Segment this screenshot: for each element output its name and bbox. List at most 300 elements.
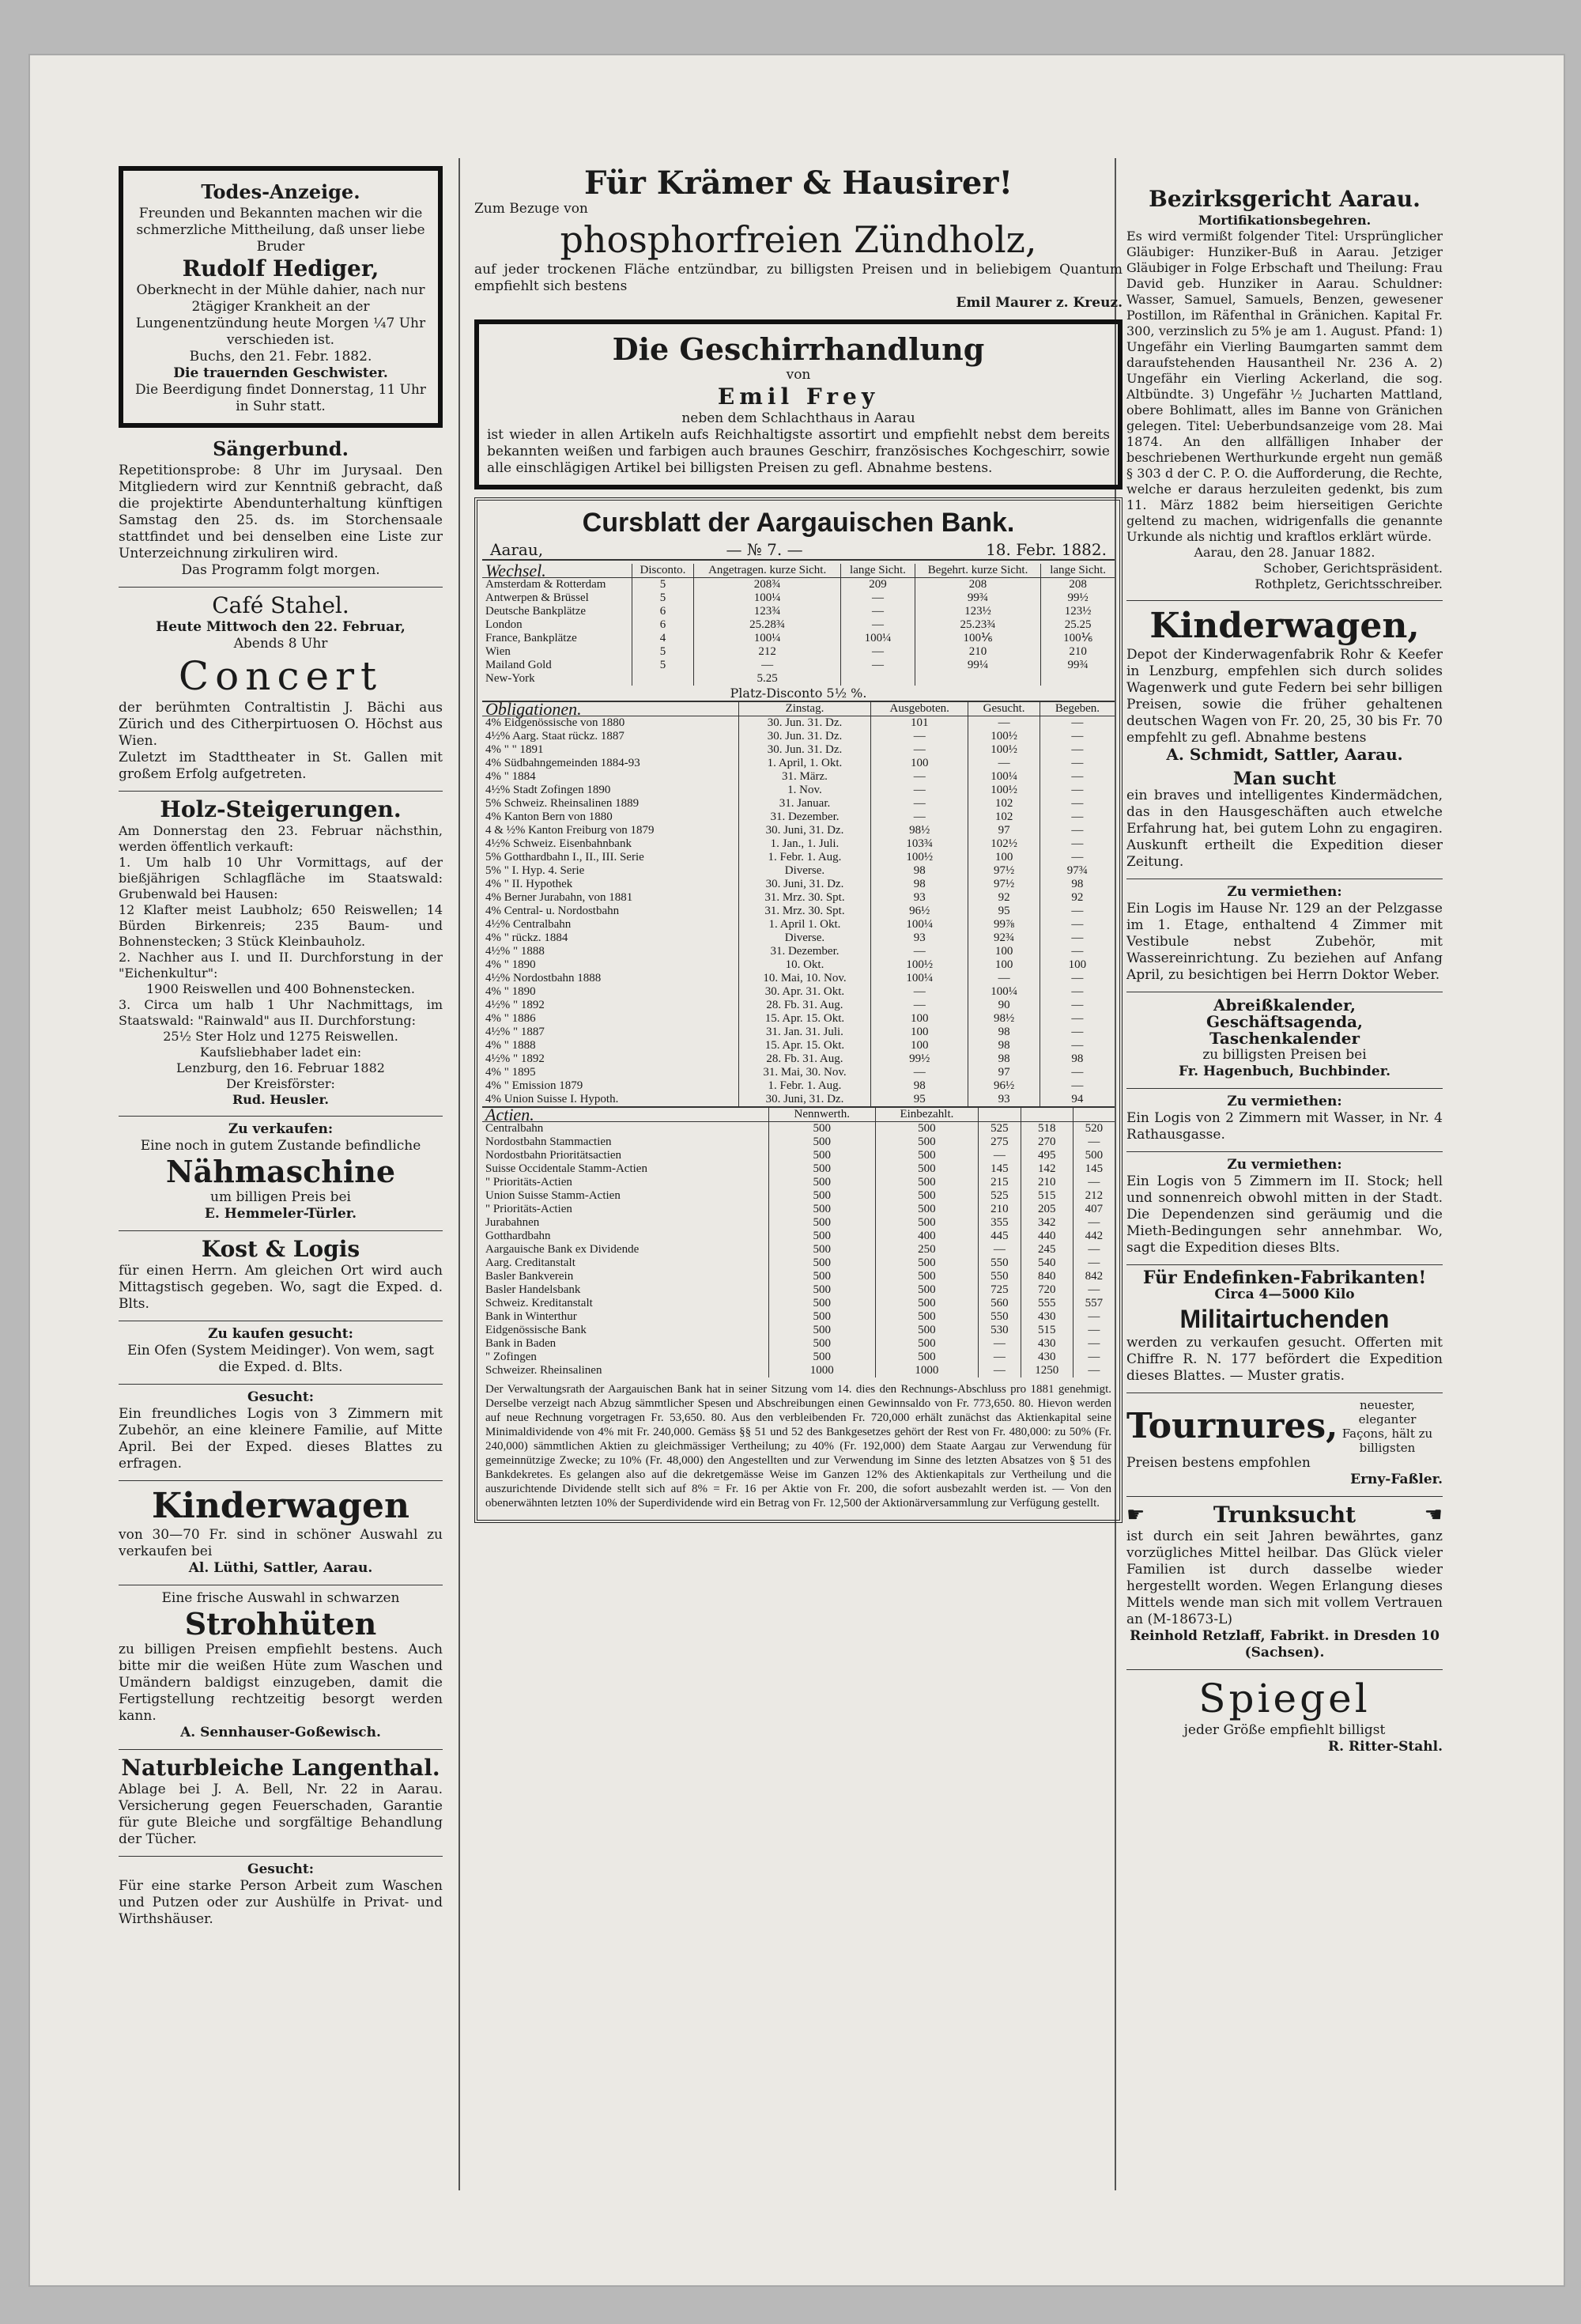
- wechsel-cell: 5: [632, 591, 694, 605]
- actien-cell: 145: [1073, 1162, 1115, 1176]
- obligationen-cell: 102½: [968, 837, 1040, 851]
- actien-cell: Union Suisse Stamm-Actien: [485, 1189, 621, 1202]
- obligationen-cell: Diverse.: [738, 931, 870, 945]
- wechsel-cell: —: [841, 605, 915, 618]
- obligationen-header-cell: Begeben.: [1040, 702, 1115, 716]
- obligationen-row: [482, 958, 1115, 972]
- obligationen-cell: 100¼: [968, 770, 1040, 784]
- wechsel-cell: 210: [915, 645, 1040, 659]
- naturbleiche-big: Naturbleiche Langenthal.: [121, 1755, 440, 1781]
- kost-text: für einen Herrn. Am gleichen Ort wird auch Mittagstisch gegeben. Wo, sagt die Exped. d. Blts.: [119, 1263, 443, 1312]
- vermiethen-1-ad: [1126, 884, 1443, 984]
- obligationen-row: [482, 770, 1115, 784]
- gesucht2-title: Gesucht:: [247, 1861, 315, 1877]
- actien-row: [482, 1256, 1115, 1270]
- strohhuete-ad: [119, 1590, 443, 1741]
- actien-cell: 400: [875, 1230, 979, 1243]
- holz-item-4: Kaufsliebhaber ladet ein:: [199, 1045, 362, 1060]
- obligationen-row: [482, 837, 1115, 851]
- obligationen-cell: 97½: [968, 864, 1040, 878]
- obligationen-cell: 4% " rückz. 1884: [485, 931, 568, 944]
- actien-cell: 500: [768, 1270, 875, 1283]
- actien-cell: 500: [875, 1122, 979, 1136]
- actien-cell: —: [979, 1364, 1021, 1377]
- actien-cell: 430: [1021, 1337, 1073, 1351]
- mann-sucht-ad: [1126, 771, 1443, 871]
- obligationen-cell: 4% Kanton Bern von 1880: [485, 811, 613, 823]
- divider: [1126, 1496, 1443, 1497]
- naehmaschine-ad: [119, 1121, 443, 1222]
- endefinken-text: werden zu verkaufen gesucht. Offerten mit Chiffre R. N. 177 befördert die Expedition dieses Blattes. — Muster gratis.: [1126, 1335, 1443, 1384]
- strohhuete-text: Eine frische Auswahl in schwarzen: [161, 1590, 400, 1606]
- obligationen-cell: 4½% Nordostbahn 1888: [485, 972, 602, 984]
- actien-cell: 342: [1021, 1216, 1073, 1230]
- bezirksgericht-sub: Mortifikationsbegehren.: [1198, 213, 1372, 228]
- actien-cell: 725: [979, 1283, 1021, 1297]
- cafe-concert: Concert: [178, 653, 383, 699]
- wechsel-cell: 100¼: [841, 632, 915, 645]
- holz-item-2b: 1900 Reiswellen und 400 Bohnenstecken.: [146, 981, 415, 996]
- obligationen-cell: 98: [871, 1079, 968, 1093]
- actien-cell: Basler Bankverein: [485, 1270, 574, 1283]
- endefinken-sub: Circa 4—5000 Kilo: [1214, 1287, 1355, 1302]
- wechsel-header-cell: Wechsel.: [482, 564, 632, 578]
- obligationen-row: [482, 918, 1115, 931]
- wechsel-foot: Platz-Disconto 5½ %.: [482, 686, 1115, 702]
- actien-cell: 1250: [1021, 1364, 1073, 1377]
- divider: [119, 791, 443, 792]
- obligationen-cell: 100: [968, 958, 1040, 972]
- obligationen-cell: —: [968, 972, 1040, 985]
- obligationen-row: [482, 945, 1115, 958]
- obligationen-cell: 4 & ½% Kanton Freiburg von 1879: [485, 824, 655, 837]
- wechsel-cell: 100¼: [694, 632, 841, 645]
- obligationen-cell: 1. April, 1. Okt.: [738, 757, 870, 770]
- spiegel-big: Spiegel: [1198, 1676, 1371, 1721]
- obligationen-cell: 98: [968, 1039, 1040, 1052]
- actien-cell: 560: [979, 1297, 1021, 1310]
- actien-cell: —: [1073, 1243, 1115, 1256]
- actien-cell: —: [1073, 1136, 1115, 1149]
- actien-cell: 445: [979, 1230, 1021, 1243]
- obligationen-cell: 102: [968, 811, 1040, 824]
- tournures-sign: Erny-Faßler.: [1350, 1472, 1443, 1487]
- obligationen-cell: 98: [871, 864, 968, 878]
- actien-row: [482, 1270, 1115, 1283]
- obligationen-cell: 97: [968, 1066, 1040, 1079]
- obligationen-cell: —: [1040, 757, 1115, 770]
- obligationen-cell: 94: [1040, 1093, 1115, 1106]
- actien-cell: 500: [768, 1283, 875, 1297]
- obligationen-row: [482, 878, 1115, 891]
- actien-cell: 555: [1021, 1297, 1073, 1310]
- obligationen-cell: 101: [871, 716, 968, 731]
- abreiss-l1: Abreißkalender,: [1213, 996, 1356, 1015]
- obligationen-cell: 28. Fb. 31. Aug.: [738, 999, 870, 1012]
- actien-row: [482, 1297, 1115, 1310]
- wechsel-header-cell: Begehrt. kurze Sicht.: [915, 564, 1040, 578]
- obligationen-cell: 100¼: [871, 918, 968, 931]
- vermiethen-1-text: Ein Logis im Hause Nr. 129 an der Pelzgasse im 1. Etage, enthaltend 4 Zimmer mit Vestibule nebst Zubehör, mit Wassereinrichtung. Zu beziehen auf Anfang April, zu besichtigen bei Herrn Doktor Weber.: [1126, 901, 1443, 983]
- wechsel-cell: 99¼: [915, 659, 1040, 672]
- wechsel-cell: Antwerpen & Brüssel: [485, 591, 589, 604]
- holz-item-1b: 12 Klafter meist Laubholz; 650 Reiswellen; 14 Bürden Birkenreis; 235 Baum- und Bohnenstecken; 3 Stück Kleinbauholz.: [119, 902, 443, 949]
- wechsel-cell: 208: [1041, 578, 1115, 592]
- wechsel-cell: Amsterdam & Rotterdam: [485, 578, 606, 591]
- actien-row: [482, 1230, 1115, 1243]
- obligationen-cell: 95: [968, 905, 1040, 918]
- obligationen-cell: —: [1040, 972, 1115, 985]
- cafe-text: der berühmten Contraltistin J. Bächi aus Zürich und des Citherpirtuosen O. Höchst aus Wien.: [119, 700, 443, 749]
- actien-cell: 525: [979, 1189, 1021, 1203]
- obligationen-cell: —: [871, 797, 968, 811]
- obligationen-cell: 10. Okt.: [738, 958, 870, 972]
- wechsel-row: [482, 659, 1115, 672]
- kaufen-title: Zu kaufen gesucht:: [208, 1326, 353, 1342]
- wechsel-cell: 6: [632, 618, 694, 632]
- actien-cell: Aargauische Bank ex Dividende: [485, 1243, 640, 1256]
- obligationen-cell: 98: [968, 1026, 1040, 1039]
- actien-header-cell: [1021, 1107, 1073, 1122]
- obligationen-cell: 100½: [968, 730, 1040, 743]
- bezirksgericht-ad: [1126, 186, 1443, 592]
- actien-cell: —: [1073, 1256, 1115, 1270]
- actien-cell: 500: [768, 1122, 875, 1136]
- bezirksgericht-place: Aarau, den 28. Januar 1882.: [1194, 545, 1375, 560]
- actien-cell: Nordostbahn Prioritätsactien: [485, 1149, 622, 1162]
- saengerbund-text: Repetitionsprobe: 8 Uhr im Jurysaal. Den Mitgliedern wird zur Kenntniß gebracht, daß die projektirte Abendunterhaltung künftigen Samstag den 25. ds. im Storchensaale stattfindet und bei denselben eine Liste zur Unterzeichnung zirkuliren wird.: [119, 463, 443, 561]
- obligationen-cell: 93: [968, 1093, 1040, 1106]
- divider: [119, 1749, 443, 1750]
- obligationen-header-cell: Ausgeboten.: [871, 702, 968, 716]
- actien-row: [482, 1324, 1115, 1337]
- obligationen-cell: 100: [871, 1026, 968, 1039]
- cursblatt-dateline: [482, 540, 1115, 561]
- actien-row: [482, 1122, 1115, 1136]
- actien-cell: 500: [768, 1216, 875, 1230]
- wechsel-row: [482, 632, 1115, 645]
- obligationen-cell: —: [1040, 905, 1115, 918]
- wechsel-cell: 25.28¾: [694, 618, 841, 632]
- kinderwagen-ad-left: [119, 1486, 443, 1577]
- obligationen-cell: 4½% " 1887: [485, 1026, 545, 1038]
- obligationen-cell: 96½: [968, 1079, 1040, 1093]
- actien-cell: 500: [768, 1243, 875, 1256]
- holz-place: Lenzburg, den 16. Februar 1882: [176, 1060, 385, 1075]
- actien-cell: 205: [1021, 1203, 1073, 1216]
- obligationen-header-cell: Obligationen.: [482, 702, 738, 716]
- obligationen-cell: 31. Mrz. 30. Spt.: [738, 905, 870, 918]
- wechsel-cell: 123¾: [694, 605, 841, 618]
- actien-cell: 520: [1073, 1122, 1115, 1136]
- cafe-time: Abends 8 Uhr: [233, 636, 328, 652]
- actien-cell: Schweizer. Rheinsalinen: [485, 1364, 602, 1377]
- holz-item-1: 1. Um halb 10 Uhr Vormittags, auf der bießjährigen Schlagfläche im Staatswald: Grubenwald bei Hausen:: [119, 855, 443, 901]
- tournures-big: Tournures,: [1126, 1406, 1338, 1446]
- obligationen-cell: —: [1040, 1079, 1115, 1093]
- obligationen-row: [482, 797, 1115, 811]
- obligationen-cell: 98: [1040, 1052, 1115, 1066]
- actien-row: [482, 1337, 1115, 1351]
- wechsel-cell: [1041, 672, 1115, 686]
- obligationen-cell: 28. Fb. 31. Aug.: [738, 1052, 870, 1066]
- actien-cell: Aarg. Creditanstalt: [485, 1256, 575, 1269]
- bezirksgericht-title: Bezirksgericht Aarau.: [1149, 186, 1421, 212]
- wechsel-cell: New-York: [485, 672, 535, 685]
- obligationen-cell: 100: [968, 851, 1040, 864]
- naturbleiche-ad: [119, 1755, 443, 1848]
- naturbleiche-text: Ablage bei J. A. Bell, Nr. 22 in Aarau. Versicherung gegen Feuerschaden, Garantie für gute Bleiche und sorgfältige Behandlung der Tücher.: [119, 1782, 443, 1847]
- actien-cell: 500: [1073, 1149, 1115, 1162]
- actien-cell: 500: [875, 1216, 979, 1230]
- divider: [1126, 1151, 1443, 1152]
- obligationen-cell: —: [1040, 824, 1115, 837]
- wechsel-cell: 25.25: [1041, 618, 1115, 632]
- obligationen-cell: 93: [871, 931, 968, 945]
- obligationen-cell: 4% " 1884: [485, 770, 536, 783]
- actien-cell: Centralbahn: [485, 1122, 544, 1135]
- actien-cell: 250: [875, 1243, 979, 1256]
- actien-cell: Nordostbahn Stammactien: [485, 1136, 612, 1148]
- wechsel-cell: 212: [694, 645, 841, 659]
- actien-cell: —: [1073, 1324, 1115, 1337]
- wechsel-cell: [915, 672, 1040, 686]
- obligationen-cell: —: [871, 730, 968, 743]
- mann-sucht-title: Man sucht: [1232, 769, 1337, 789]
- actien-cell: 1000: [875, 1364, 979, 1377]
- actien-cell: —: [1073, 1364, 1115, 1377]
- obligationen-cell: 97¾: [1040, 864, 1115, 878]
- obligationen-row: [482, 757, 1115, 770]
- wechsel-cell: —: [694, 659, 841, 672]
- saengerbund-ad: [119, 436, 443, 579]
- wechsel-row: [482, 605, 1115, 618]
- obligationen-cell: —: [1040, 797, 1115, 811]
- obligationen-cell: 31. Mai, 30. Nov.: [738, 1066, 870, 1079]
- kinderwagen-big-left: Kinderwagen: [151, 1486, 410, 1526]
- obligationen-cell: —: [968, 757, 1040, 770]
- endefinken-ad: [1126, 1270, 1443, 1385]
- wechsel-cell: London: [485, 618, 523, 631]
- obligationen-cell: 31. Dezember.: [738, 811, 870, 824]
- obligationen-cell: 4½% Stadt Zofingen 1890: [485, 784, 611, 796]
- obligationen-cell: 15. Apr. 15. Okt.: [738, 1039, 870, 1052]
- actien-cell: " Zofingen: [485, 1351, 537, 1363]
- actien-cell: 500: [768, 1189, 875, 1203]
- obligationen-cell: 1. April 1. Okt.: [738, 918, 870, 931]
- obligationen-cell: 4½% " 1888: [485, 945, 545, 958]
- trunksucht-ad: [1126, 1502, 1443, 1661]
- column-left: [119, 166, 443, 1936]
- obligationen-row: [482, 1026, 1115, 1039]
- obligationen-cell: Diverse.: [738, 864, 870, 878]
- obligationen-cell: 1. Nov.: [738, 784, 870, 797]
- obligationen-cell: 100¼: [968, 985, 1040, 999]
- wechsel-cell: [841, 672, 915, 686]
- obligationen-cell: 31. Jan. 31. Juli.: [738, 1026, 870, 1039]
- obligationen-cell: 98: [871, 878, 968, 891]
- geschirr-title: Die Geschirrhandlung: [612, 331, 985, 367]
- obligationen-cell: —: [871, 784, 968, 797]
- actien-cell: 210: [1021, 1176, 1073, 1189]
- wechsel-cell: 5.25: [694, 672, 841, 686]
- obligationen-cell: 1. Febr. 1. Aug.: [738, 851, 870, 864]
- death-notice-sign: Die trauernden Geschwister.: [173, 365, 388, 381]
- gesucht2-ad: [119, 1861, 443, 1928]
- wechsel-row: [482, 591, 1115, 605]
- obligationen-cell: 5% " I. Hyp. 4. Serie: [485, 864, 585, 877]
- vermiethen-1-title: Zu vermiethen:: [1227, 884, 1342, 900]
- actien-cell: —: [979, 1149, 1021, 1162]
- actien-row: [482, 1162, 1115, 1176]
- wechsel-cell: Deutsche Bankplätze: [485, 605, 587, 618]
- obligationen-cell: —: [871, 999, 968, 1012]
- actien-cell: 270: [1021, 1136, 1073, 1149]
- actien-cell: 540: [1021, 1256, 1073, 1270]
- kaufen-text: Ein Ofen (System Meidinger). Von wem, sagt die Exped. d. Blts.: [127, 1343, 434, 1375]
- spiegel-sign: R. Ritter-Stahl.: [1328, 1739, 1443, 1755]
- geschirr-ad: [474, 319, 1123, 489]
- saengerbund-title: Sängerbund.: [213, 437, 349, 460]
- wechsel-cell: 210: [1041, 645, 1115, 659]
- trunksucht-title: Trunksucht: [1213, 1502, 1356, 1528]
- actien-cell: —: [1073, 1176, 1115, 1189]
- wechsel-cell: 100⅙: [1041, 632, 1115, 645]
- actien-cell: 500: [768, 1324, 875, 1337]
- obligationen-cell: —: [1040, 851, 1115, 864]
- actien-cell: 500: [875, 1162, 979, 1176]
- obligationen-cell: 100¼: [871, 972, 968, 985]
- kinderwagen-sign-left: Al. Lüthi, Sattler, Aarau.: [188, 1560, 373, 1576]
- actien-cell: 142: [1021, 1162, 1073, 1176]
- actien-cell: 430: [1021, 1310, 1073, 1324]
- obligationen-cell: —: [871, 743, 968, 757]
- actien-cell: 500: [768, 1310, 875, 1324]
- geschirr-text: ist wieder in allen Artikeln aufs Reichhaltigste assortirt und empfiehlt nebst dem bereits bekannten weißen und farbigen auch braunes Geschirr, französisches Kochgeschirr, sowie alle einschlägigen Artikel bei billigsten Preisen zu gefl. Abnahme bestens.: [487, 427, 1110, 476]
- wechsel-cell: 99½: [1041, 591, 1115, 605]
- abreiss-ad: [1126, 997, 1443, 1080]
- wechsel-cell: 208: [915, 578, 1040, 592]
- death-notice-name: Rudolf Hediger,: [182, 255, 379, 282]
- death-notice-title: Todes-Anzeige.: [201, 180, 360, 203]
- wechsel-cell: 5: [632, 645, 694, 659]
- obligationen-cell: 98½: [968, 1012, 1040, 1026]
- actien-cell: " Prioritäts-Actien: [485, 1176, 572, 1188]
- actien-header-cell: [979, 1107, 1021, 1122]
- obligationen-header-cell: Zinstag.: [738, 702, 870, 716]
- death-notice-text: Oberknecht in der Mühle dahier, nach nur 2tägiger Krankheit an der Lungenentzündung heute Morgen ¼7 Uhr verschieden ist.: [135, 282, 426, 348]
- obligationen-cell: 99½: [871, 1052, 968, 1066]
- wechsel-cell: 209: [841, 578, 915, 592]
- cursblatt-nr: — № 7. —: [726, 540, 803, 559]
- actien-table: [482, 1106, 1115, 1377]
- obligationen-cell: 5% Schweiz. Rheinsalinen 1889: [485, 797, 640, 810]
- actien-cell: 407: [1073, 1203, 1115, 1216]
- geschirr-addr: neben dem Schlachthaus in Aarau: [681, 410, 915, 426]
- actien-cell: 245: [1021, 1243, 1073, 1256]
- geschirr-name: Emil Frey: [717, 384, 880, 410]
- actien-cell: 500: [875, 1149, 979, 1162]
- tournures-ad: [1126, 1398, 1443, 1488]
- obligationen-row: [482, 905, 1115, 918]
- obligationen-cell: 4½% " 1892: [485, 999, 545, 1011]
- obligationen-cell: 100½: [871, 851, 968, 864]
- actien-row: [482, 1364, 1115, 1377]
- abreiss-l2: Geschäftsagenda,: [1206, 1012, 1363, 1031]
- vermiethen-2-text: Ein Logis von 2 Zimmern mit Wasser, in Nr. 4 Rathausgasse.: [1126, 1110, 1443, 1143]
- obligationen-cell: 95: [871, 1093, 968, 1106]
- obligationen-cell: 30. Juni, 31. Dz.: [738, 1093, 870, 1106]
- actien-cell: 842: [1073, 1270, 1115, 1283]
- tournures-text: Preisen bestens empfohlen: [1126, 1455, 1311, 1471]
- actien-cell: 500: [875, 1256, 979, 1270]
- actien-cell: Basler Handelsbank: [485, 1283, 581, 1296]
- divider: [1126, 1088, 1443, 1089]
- column-middle: [474, 166, 1123, 1523]
- cafe-title: Café Stahel.: [212, 592, 349, 618]
- actien-cell: Suisse Occidentale Stamm-Actien: [485, 1162, 647, 1175]
- actien-cell: —: [1073, 1310, 1115, 1324]
- wechsel-cell: 100⅙: [915, 632, 1040, 645]
- obligationen-cell: 4% " II. Hypothek: [485, 878, 573, 890]
- vermiethen-3-title: Zu vermiethen:: [1227, 1157, 1342, 1173]
- actien-cell: 500: [875, 1337, 979, 1351]
- holz-ad: [119, 796, 443, 1108]
- kraemer-big: phosphorfreien Zündholz,: [560, 218, 1037, 261]
- trunksucht-sign: Reinhold Retzlaff, Fabrikt. in Dresden 10 (Sachsen).: [1130, 1628, 1440, 1661]
- actien-row: [482, 1136, 1115, 1149]
- spiegel-text: jeder Größe empfiehlt billigst: [1183, 1722, 1386, 1738]
- gesucht-ad: [119, 1389, 443, 1472]
- divider: [1126, 1264, 1443, 1265]
- obligationen-row: [482, 1093, 1115, 1106]
- actien-cell: 275: [979, 1136, 1021, 1149]
- hand-pointer-right-icon: ☛: [1126, 1502, 1145, 1527]
- kinderwagen-ad-right: [1126, 606, 1443, 763]
- actien-cell: 550: [979, 1270, 1021, 1283]
- obligationen-cell: —: [1040, 770, 1115, 784]
- obligationen-table: [482, 699, 1115, 1106]
- gesucht-title: Gesucht:: [247, 1389, 315, 1405]
- actien-row: [482, 1149, 1115, 1162]
- endefinken-big: Militairtuchenden: [1179, 1305, 1390, 1333]
- actien-cell: 210: [979, 1203, 1021, 1216]
- wechsel-cell: 99¾: [915, 591, 1040, 605]
- obligationen-row: [482, 1052, 1115, 1066]
- obligationen-cell: 90: [968, 999, 1040, 1012]
- divider: [119, 1384, 443, 1385]
- saengerbund-foot: Das Programm folgt morgen.: [181, 562, 380, 578]
- obligationen-cell: 4% " 1895: [485, 1066, 536, 1079]
- tournures-side: neuester, eleganter Façons, hält zu billigsten: [1341, 1398, 1433, 1455]
- obligationen-cell: 103¾: [871, 837, 968, 851]
- obligationen-cell: 4% " 1888: [485, 1039, 536, 1052]
- wechsel-header-cell: Disconto.: [632, 564, 694, 578]
- hand-pointer-left-icon: ☚: [1424, 1502, 1443, 1527]
- obligationen-cell: 98½: [871, 824, 968, 837]
- obligationen-cell: 30. Apr. 31. Okt.: [738, 985, 870, 999]
- obligationen-cell: 4½% Schweiz. Eisenbahnbank: [485, 837, 632, 850]
- naehmaschine-text2: um billigen Preis bei: [210, 1189, 351, 1205]
- gesucht2-text: Für eine starke Person Arbeit zum Waschen und Putzen oder zur Aushülfe in Privat- und Wirthshäuser.: [119, 1878, 443, 1927]
- obligationen-cell: 4% " 1890: [485, 958, 536, 971]
- kraemer-text: auf jeder trockenen Fläche entzündbar, zu billigsten Preisen und in beliebigem Quantum empfiehlt sich bestens: [474, 262, 1123, 294]
- wechsel-cell: 5: [632, 659, 694, 672]
- obligationen-cell: 4% " 1890: [485, 985, 536, 998]
- actien-cell: 1000: [768, 1364, 875, 1377]
- obligationen-row: [482, 1079, 1115, 1093]
- mann-sucht-text: ein braves und intelligentes Kindermädchen, das in den Hausgeschäften auch etwelche Erfahrung hat, bei gutem Lohn zu engagiren. Auskunft ertheilt die Expedition dieser Zeitung.: [1126, 788, 1443, 870]
